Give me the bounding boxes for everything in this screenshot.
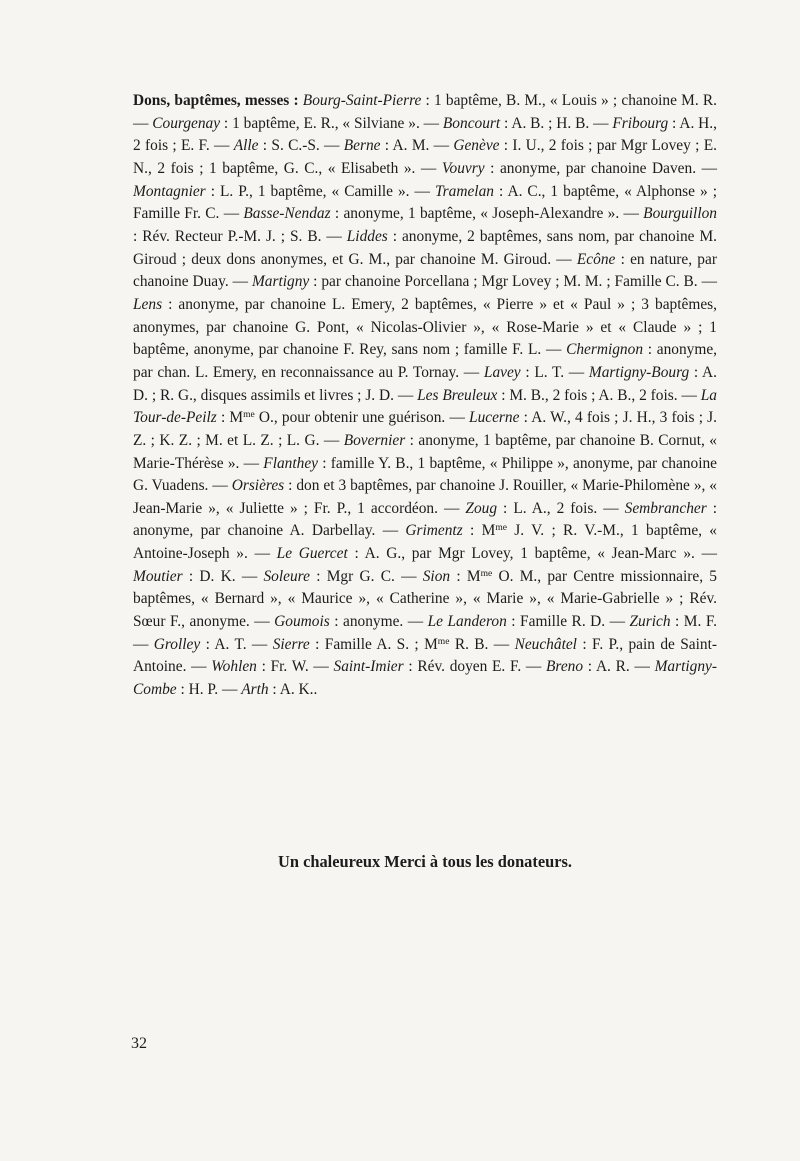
entry-text: M. B., 2 fois ; A. B., 2 fois.: [509, 386, 678, 404]
closing-thanks: Un chaleureux Merci à tous les donateurs.: [278, 852, 572, 871]
entry-text: anonyme, par chanoine L. Emery, 2 baptêmes, « Pierre » et « Paul » ; 3 baptêmes, anonymes, par chanoine G. Pont, « Nicolas-Olivier », « Rose-Marie » et « Claude » ; 1 baptême, anonyme, par chanoine F. Rey, sans nom ; famille F. L.: [133, 295, 717, 359]
entry-title-sup: me: [480, 567, 493, 579]
entry-place: Zoug: [465, 499, 498, 517]
entry-text: en nature, par chanoine Duay.: [133, 250, 717, 291]
entry-text: O., pour obtenir une guérison.: [258, 409, 446, 427]
entry-text: J. V. ; R. V.-M., 1 baptême, « Antoine-Joseph ».: [133, 522, 718, 563]
entry-place: Tramelan: [434, 182, 494, 200]
entry-text: D. K.: [199, 567, 236, 585]
entry-text: A. M.: [392, 137, 430, 155]
entry-place: Orsières: [231, 477, 285, 495]
entry-text: A. R.: [595, 658, 630, 676]
entry-place: Soleure: [263, 567, 310, 585]
entry-text: anonyme.: [342, 613, 404, 631]
page-number: 32: [131, 1035, 147, 1052]
entry-title-prefix: M: [466, 567, 481, 585]
entry-place: Le Landeron: [427, 613, 507, 631]
entry-text: anonyme, par chan. L. Emery, en reconnaissance au P. Tornay.: [133, 341, 717, 381]
entry-text: A. W., 4 fois ; J. H., 3 fois ; J. Z. ; K. Z. ; M. et L. Z. ; L. G.: [133, 409, 717, 449]
entry-place: Liddes: [346, 227, 388, 245]
entry-place: Berne: [343, 137, 381, 155]
entry-place: Lucerne: [469, 409, 520, 427]
entry-place: Martigny: [251, 273, 310, 291]
entry-place: Boncourt: [442, 114, 501, 132]
entry-text: M. F.: [683, 613, 717, 631]
entry-text: L. T.: [534, 363, 565, 381]
entry-place: Flanthey: [263, 454, 318, 472]
entry-place: Sion: [422, 567, 451, 585]
entry-text: don et 3 baptêmes, par chanoine J. Rouiller, « Marie-Philomène », « Jean-Marie », « Juliette » ; Fr. P., 1 accordéon.: [133, 477, 718, 517]
entry-text: S. C.-S.: [271, 137, 320, 155]
entry-title-sup: me: [495, 522, 507, 534]
entry-place: Lavey: [483, 363, 521, 381]
entry-place: Zurich: [629, 613, 671, 631]
entry-text: A. G., par Mgr Lovey, 1 baptême, « Jean-Marc ».: [364, 545, 695, 563]
entry-place: Vouvry: [441, 159, 485, 177]
entry-title-prefix: M: [229, 409, 244, 427]
entry-tail: R. B.: [454, 635, 489, 653]
entry-tail-sup: me: [437, 635, 450, 647]
entry-place: La Tour-de-Peilz: [133, 386, 717, 427]
entry-text: Rév. Recteur P.-M. J. ; S. B.: [142, 227, 322, 245]
entry-place: Sierre: [272, 635, 310, 653]
entry-text: Mgr G. C.: [326, 567, 395, 585]
entry-text: anonyme, par chanoine Daven.: [499, 159, 697, 177]
entry-text: par chanoine Porcellana ; Mgr Lovey ; M. M. ; Famille C. B.: [321, 273, 698, 291]
entry-text: 1 baptême, E. R., « Silviane ».: [232, 114, 420, 132]
entry-place: Bourguillon: [643, 205, 717, 223]
entry-text: A. H., 2 fois ; E. F.: [133, 114, 717, 155]
entry-place: Martigny-Combe: [133, 658, 717, 699]
donations-paragraph: Dons, baptêmes, messes : Bourg-Saint-Pierre : 1 baptême, B. M., « Louis » ; chanoine M. R. — Courgenay : 1 baptême, E. R., « Silviane ». — Boncourt : A. B. ; H. B. — Fribourg : A. H., 2 fois ; E. F. — Alle : S. C.-S. — Berne : A. M. — Genève : I. U., 2 fois ; par Mgr Lovey ; E. N., 2 fois ; 1 baptême, G. C., « Elisabeth ». — Vouvry : anonyme, par chanoine Daven. — Montagnier : L. P., 1 baptême, « Camille ». — Tramelan : A. C., 1 baptême, « Alphonse » ; Famille Fr. C. — Basse-Nendaz : anonyme, 1 baptême, « Joseph-Alexandre ». — Bourguillon : Rév. Recteur P.-M. J. ; S. B. — Liddes : anonyme, 2 baptêmes, sans nom, par chanoine M. Giroud ; deux dons anonymes, et G. M., par chanoine M. Giroud. — Ecône : en nature, par chanoine Duay. — Martigny : par chanoine Porcellana ; Mgr Lovey ; M. M. ; Famille C. B. — Lens : anonyme, par chanoine L. Emery, 2 baptêmes, « Pierre » et « Paul » ; 3 baptêmes, anonymes, par chanoine G. Pont, « Nicolas-Olivier », « Rose-Marie » et « Claude » ; 1 baptême, anonyme, par chanoine F. Rey, sans nom ; famille F. L. — Chermignon : anonyme, par chan. L. Emery, en reconnaissance au P. Tornay. — Lavey : L. T. — Martigny-Bourg : A. D. ; R. G., disques assimils et livres ; J. D. — Les Breuleux : M. B., 2 fois ; A. B., 2 fois. — La Tour-de-Peilz : $M^{me}$ O., pour obtenir une guérison. — Lucerne : A. W., 4 fois ; J. H., 3 fois ; J. Z. ; K. Z. ; M. et L. Z. ; L. G. — Bovernier : anonyme, 1 baptême, par chanoine B. Cornut, « Marie-Thérèse ». — Flanthey : famille Y. B., 1 baptême, « Philippe », anonyme, par chanoine G. Vuadens. — Orsières : don et 3 baptêmes, par chanoine J. Rouiller, « Marie-Philomène », « Jean-Marie », « Juliette » ; Fr. P., 1 accordéon. — Zoug : L. A., 2 fois. — Sembrancher : anonyme, par chanoine A. Darbellay. — Grimentz : $M^{me}$ J. V. ; R. V.-M., 1 baptême, « Antoine-Joseph ». — Le Guercet : A. G., par Mgr Lovey, 1 baptême, « Jean-Marc ». — Moutier : D. K. — Soleure : Mgr G. C. — Sion : $M^{me}$ O. M., par Centre missionnaire, 5 baptêmes, « Bernard », « Maurice », « Catherine », « Marie », « Marie-Gabrielle » ; Rév. Sœur F., anonyme. — Goumois : anonyme. — Le Landeron : Famille R. D. — Zurich : M. F. — Grolley : A. T. — Sierre : Famille A. S. ; $M^{me}$ R. B. — Neuchâtel : F. P., pain de Saint-Antoine. — Wohlen : Fr. W. — Saint-Imier : Rév. doyen E. F. — Breno : A. R. — Martigny-Combe : H. P. — Arth : A. K..: [133, 92, 718, 699]
entry-text: anonyme, 2 baptêmes, sans nom, par chanoine M. Giroud ; deux dons anonymes, et G. M., par chanoine M. Giroud.: [133, 227, 718, 268]
entry-title-prefix: M: [481, 522, 496, 540]
entry-place: Moutier: [133, 567, 183, 585]
entry-place: Basse-Nendaz: [243, 205, 331, 223]
entry-text: Rév. doyen E. F.: [417, 658, 522, 676]
entry-place: Goumois: [274, 613, 330, 631]
entry-place: Neuchâtel: [514, 635, 577, 653]
paragraph-lead: Dons, baptêmes, messes :: [133, 92, 299, 109]
entry-place: Alle: [233, 137, 259, 155]
entry-tail-prefix: M: [424, 635, 438, 653]
entry-text: A. C., 1 baptême, « Alphonse » ; Famille Fr. C.: [133, 182, 717, 223]
entry-place: Sembrancher: [624, 499, 707, 517]
entry-text: anonyme, 1 baptême, « Joseph-Alexandre ».: [343, 205, 620, 223]
entry-place: Courgenay: [152, 114, 221, 132]
entry-text: Famille A. S. ;: [324, 635, 419, 653]
entry-text: A. D. ; R. G., disques assimils et livres ; J. D.: [133, 363, 717, 404]
entry-text: Famille R. D.: [520, 613, 606, 631]
entry-text: F. P., pain de Saint-Antoine.: [133, 635, 717, 676]
entry-place: Arth: [241, 681, 269, 699]
entry-text: anonyme, 1 baptême, par chanoine B. Cornut, « Marie-Thérèse ».: [133, 431, 717, 472]
entry-text: H. P.: [188, 681, 219, 699]
entry-title-sup: me: [243, 408, 255, 420]
entry-place: Les Breuleux: [417, 386, 498, 404]
entry-place: Martigny-Bourg: [588, 363, 690, 381]
entry-text: I. U., 2 fois ; par Mgr Lovey ; E. N., 2 fois ; 1 baptême, G. C., « Elisabeth ».: [133, 137, 717, 177]
entry-place: Breno: [546, 658, 584, 676]
entry-place: Bovernier: [343, 431, 406, 449]
entry-place: Genève: [453, 137, 500, 155]
entry-place: Wohlen: [211, 658, 257, 676]
entry-text: anonyme, par chanoine A. Darbellay.: [133, 522, 376, 540]
entry-place: Bourg-Saint-Pierre: [302, 92, 422, 109]
entry-text: A. T.: [214, 635, 247, 653]
entry-text: O. M., par Centre missionnaire, 5 baptêmes, « Bernard », « Maurice », « Catherine », « Marie », « Marie-Gabrielle » ; Rév. Sœur F., anonyme.: [133, 567, 717, 631]
entry-place: Le Guercet: [276, 545, 348, 563]
entry-place: Grolley: [153, 635, 201, 653]
entry-text: Fr. W.: [270, 658, 309, 676]
entry-place: Ecône: [576, 250, 616, 268]
entry-place: Fribourg: [612, 114, 669, 132]
entry-place: Grimentz: [405, 522, 463, 540]
entry-place: Saint-Imier: [333, 658, 404, 676]
entry-place: Montagnier: [133, 182, 206, 200]
entry-text: L. P., 1 baptême, « Camille ».: [219, 182, 410, 200]
entry-place: Chermignon: [566, 341, 644, 359]
entry-text: famille Y. B., 1 baptême, « Philippe », anonyme, par chanoine G. Vuadens.: [133, 454, 717, 495]
entry-text: A. B. ; H. B.: [511, 114, 590, 132]
entry-text: 1 baptême, B. M., « Louis » ; chanoine M. R.: [434, 92, 717, 109]
entry-text: A. K.: [279, 681, 314, 699]
entry-text: L. A., 2 fois.: [513, 499, 598, 517]
entry-place: Lens: [133, 295, 163, 313]
